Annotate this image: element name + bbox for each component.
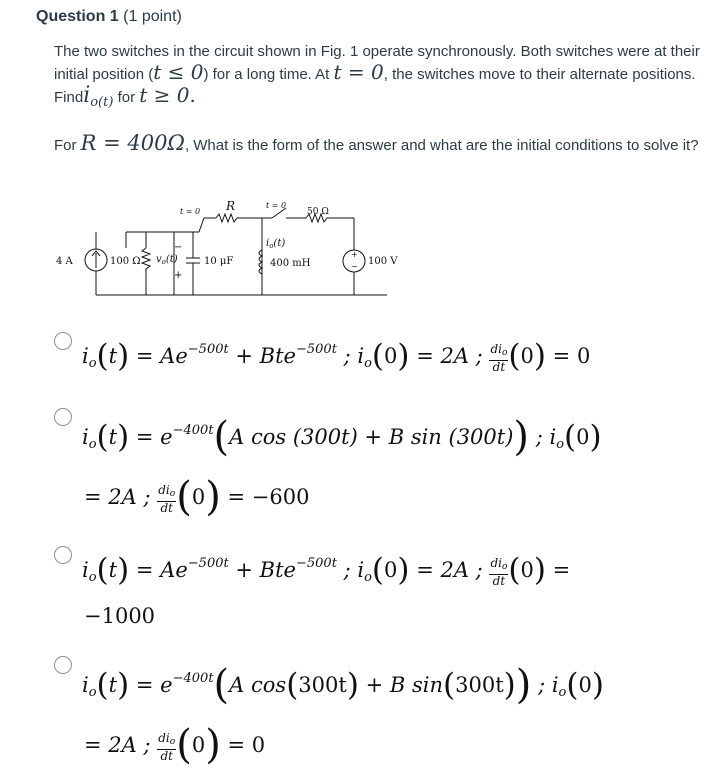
label-R: R bbox=[226, 200, 236, 213]
q-text: for bbox=[113, 89, 140, 106]
q-math: R = 400Ω bbox=[80, 131, 185, 155]
answer-option-4[interactable] bbox=[54, 656, 714, 768]
label-400mH: 400 mH bbox=[270, 258, 311, 269]
q-math: i bbox=[83, 83, 91, 108]
option-2-equation-line-1: $i_o(t) = e^{-400t}(A$ cos (300t) + B sin (300t)) ; $i_o(0)$ bbox=[82, 414, 602, 460]
question-header bbox=[36, 8, 182, 26]
answer-option-2[interactable] bbox=[54, 408, 714, 520]
answer-option-3[interactable] bbox=[54, 546, 714, 638]
q-text: , the switches move to their alternate positions. Find bbox=[54, 66, 696, 106]
question-text bbox=[54, 42, 710, 176]
source-minus: − bbox=[351, 262, 358, 271]
question-paragraph-1 bbox=[54, 42, 710, 113]
radio-option-2[interactable] bbox=[54, 408, 72, 426]
option-3-equation-line-2: −1000 bbox=[84, 604, 156, 628]
option-3-equation-line-1: $i_o(t) = Ae^{-500t} + Bte^{-500t}$ ; $i_o(0) = 2A$ ; $\frac{di_o}{dt}$ (0) = bbox=[82, 552, 571, 588]
q-text: , What is the form of the answer and what are the initial conditions to solve it? bbox=[184, 137, 699, 154]
radio-option-3[interactable] bbox=[54, 546, 72, 564]
resistor-100 bbox=[142, 248, 150, 272]
label-io: $i_o(t)$ bbox=[266, 238, 286, 250]
label-vo: $v_o(t)$ bbox=[156, 254, 178, 266]
q-math-sub: o(t) bbox=[90, 95, 114, 110]
question-points: (1 point) bbox=[123, 8, 182, 25]
q-text: The two switches in the circuit shown in Fig. 1 operate synchronously. Both switches were at their initial position ( bbox=[54, 43, 700, 83]
circuit-figure bbox=[54, 200, 424, 300]
label-minus: − bbox=[174, 242, 183, 253]
label-plus: + bbox=[174, 270, 183, 281]
q-text: For bbox=[54, 137, 81, 154]
label-10uF: 10 μF bbox=[204, 256, 234, 267]
label-4A: 4 A bbox=[56, 256, 73, 267]
question-paragraph-2 bbox=[54, 133, 710, 156]
resistor-R bbox=[216, 214, 246, 222]
radio-option-4[interactable] bbox=[54, 656, 72, 674]
label-50ohm: 50 Ω bbox=[307, 207, 329, 217]
q-math: t ≥ 0. bbox=[139, 83, 196, 107]
q-text: ) for a long time. At bbox=[203, 66, 334, 83]
option-2-equation-line-2: = 2A ; $\frac{di_o}{dt}$ (0) = −600 bbox=[84, 474, 310, 520]
label-100ohm: 100 Ω bbox=[110, 256, 141, 267]
option-4-equation-line-1: $i_o(t) = e^{-400t}(A$ cos(300t) + B sin(300t)) ; $i_o(0)$ bbox=[82, 662, 604, 708]
label-t0-left: t = 0 bbox=[180, 207, 201, 216]
question-title: Question 1 bbox=[36, 8, 119, 25]
label-100V: 100 V bbox=[368, 256, 398, 267]
switch-left bbox=[199, 218, 204, 232]
q-math: t ≤ 0 bbox=[153, 60, 204, 84]
option-1-equation: $i_o(t) = Ae^{-500t} + Bte^{-500t}$ ; $i_o(0) = 2A$ ; $\frac{di_o}{dt}$ (0) = 0 bbox=[82, 338, 591, 374]
option-4-equation-line-2: = 2A ; $\frac{di_o}{dt}$ (0) = 0 bbox=[84, 722, 266, 768]
label-t0-right: t = 0 bbox=[266, 201, 287, 210]
source-plus: + bbox=[351, 250, 358, 259]
q-math: t = 0 bbox=[333, 60, 384, 84]
radio-option-1[interactable] bbox=[54, 332, 72, 350]
answer-option-1[interactable] bbox=[54, 332, 714, 382]
